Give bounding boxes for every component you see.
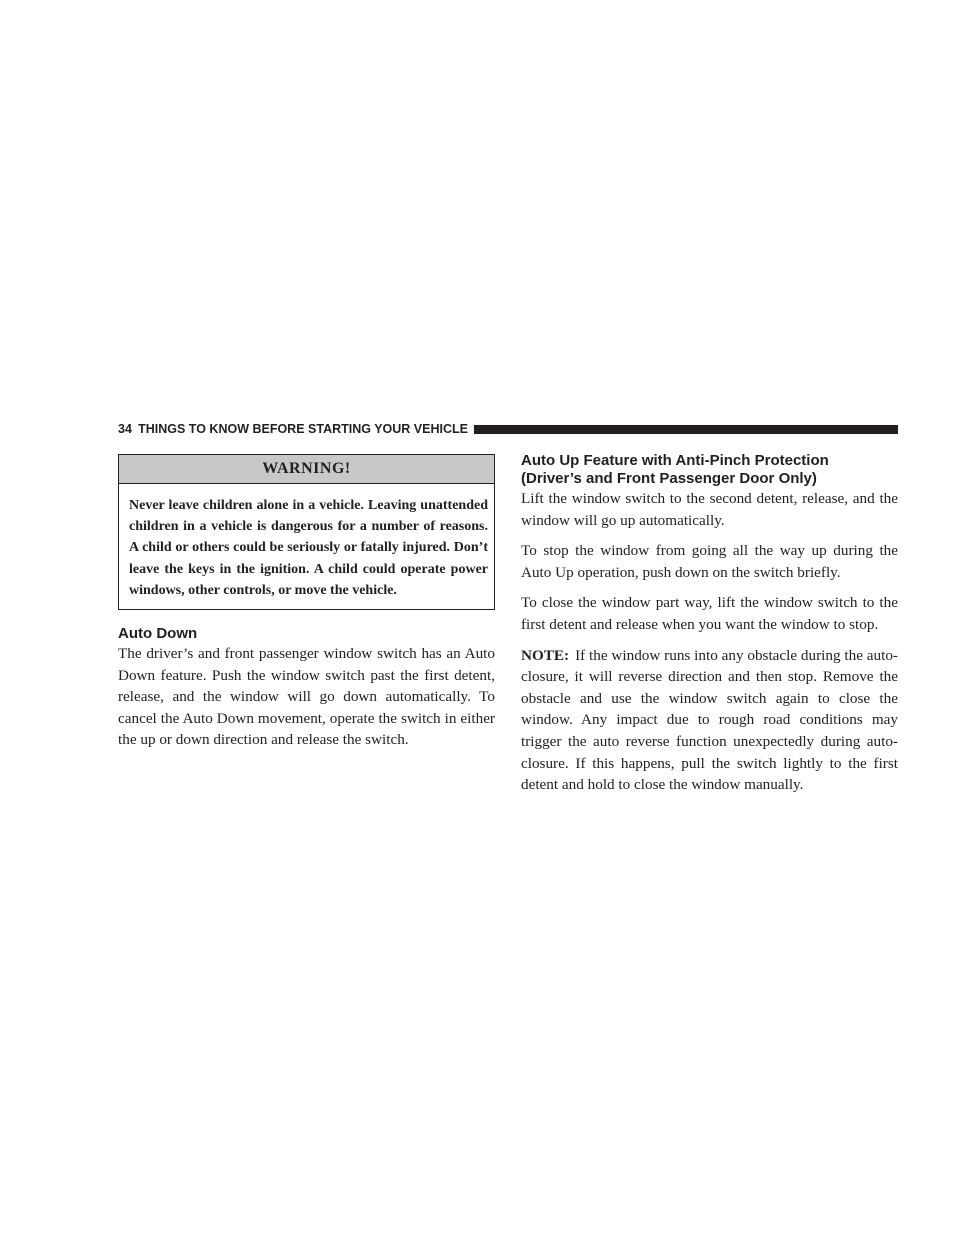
right-column: [521, 452, 898, 796]
page-number: 34: [118, 422, 133, 436]
page-header: [118, 419, 898, 439]
warning-title: WARNING!: [119, 455, 494, 484]
auto-up-heading-line1: Auto Up Feature with Anti-Pinch Protection: [521, 452, 829, 469]
auto-down-paragraph: The driver’s and front passenger window switch has an Auto Down feature. Push the window switch past the first detent, release, and the window will go down automatically. To cancel the Auto Down movement, operate the switch in either the up or down direction and release the switch.: [118, 645, 495, 749]
note-paragraph: [521, 645, 898, 796]
auto-up-paragraph-3: To close the window part way, lift the window switch to the first detent and release when you want the window to stop.: [521, 594, 898, 633]
auto-down-heading: Auto Down: [118, 625, 198, 643]
auto-up-heading-line2: (Driver’s and Front Passenger Door Only): [521, 470, 817, 487]
note-label: NOTE:: [521, 646, 570, 664]
warning-text: Never leave children alone in a vehicle. Leaving unattended children in a vehicle is dangerous for a number of reasons. A child or others could be seriously or fatally injured. Don’t leave the keys in the ignition. A child could operate power windows, other controls, or move the vehicle.: [129, 498, 488, 598]
header-rule: [474, 425, 898, 434]
note-text: If the window runs into any obstacle during the auto-closure, it will reverse direction and then stop. Remove the obstacle and use the window switch again to close the window. Any impact due to rough road conditions may trigger the auto reverse function unexpectedly during auto-closure. If this happens, pull the switch lightly to the first detent and hold to close the window manually.: [521, 646, 898, 794]
left-column: [118, 454, 495, 751]
auto-up-heading: [521, 452, 898, 488]
auto-up-paragraph-1: Lift the window switch to the second detent, release, and the window will go up automatically.: [521, 490, 898, 529]
auto-up-paragraph-2: To stop the window from going all the way up during the Auto Up operation, push down on the switch briefly.: [521, 542, 898, 581]
warning-box: [118, 454, 495, 610]
section-title: THINGS TO KNOW BEFORE STARTING YOUR VEHICLE: [138, 422, 468, 436]
